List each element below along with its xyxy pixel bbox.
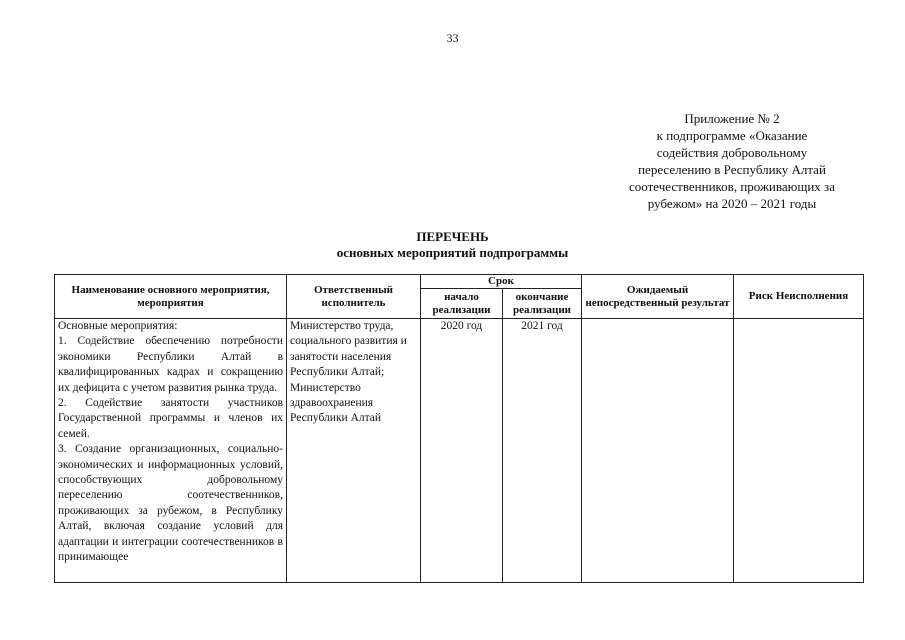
heading-subtitle: основных мероприятий подпрограммы	[336, 245, 569, 260]
start-cell: 2020 год	[421, 319, 503, 583]
document-heading	[0, 229, 905, 261]
appendix-line: Приложение № 2	[684, 111, 780, 126]
table-row	[55, 319, 864, 583]
events-table	[54, 274, 864, 583]
header-activity: Наименование основного мероприятия, мероприятия	[55, 275, 287, 319]
appendix-note	[598, 110, 866, 212]
activity-line: 3. Создание организационных, социально-экономических и информационных условий, способствующих добровольному переселению соотечественников, проживающих за рубежом, в Республику Алтай, включая создание условий для адаптации и интеграции соотечественников в принимающее	[58, 443, 283, 564]
header-term: Срок	[421, 275, 582, 289]
expected-result-cell	[582, 319, 734, 583]
appendix-line: переселению в Республику Алтай	[638, 162, 826, 177]
executor-cell: Министерство труда, социального развития и занятости населения Республики Алтай; Министерство здравоохранения Республики Алтай	[287, 319, 421, 583]
appendix-line: рубежом» на 2020 – 2021 годы	[647, 196, 817, 211]
appendix-line: содействия добровольному	[656, 145, 808, 160]
header-term-end: окончание реализации	[503, 289, 582, 319]
page-number: 33	[446, 31, 459, 45]
end-cell: 2021 год	[503, 319, 582, 583]
header-term-start: начало реализации	[421, 289, 503, 319]
activity-cell	[55, 319, 287, 583]
appendix-line: соотечественников, проживающих за	[629, 179, 835, 194]
activity-line: Основные мероприятия:	[58, 320, 178, 332]
activity-line: 2. Содействие занятости участников Государственной программы и членов их семей.	[58, 397, 283, 440]
header-executor: Ответственный исполнитель	[287, 275, 421, 319]
appendix-line: к подпрограмме «Оказание	[656, 128, 808, 143]
header-expected-result: Ожидаемый непосредственный результат	[582, 275, 734, 319]
header-risk: Риск Неисполнения	[734, 275, 864, 319]
activity-line: 1. Содействие обеспечению потребности экономики Республики Алтай в квалифицированных кадрах и сокращению их дефицита с учетом развития рынка труда.	[58, 335, 283, 394]
heading-title: ПЕРЕЧЕНЬ	[416, 229, 489, 244]
risk-cell	[734, 319, 864, 583]
